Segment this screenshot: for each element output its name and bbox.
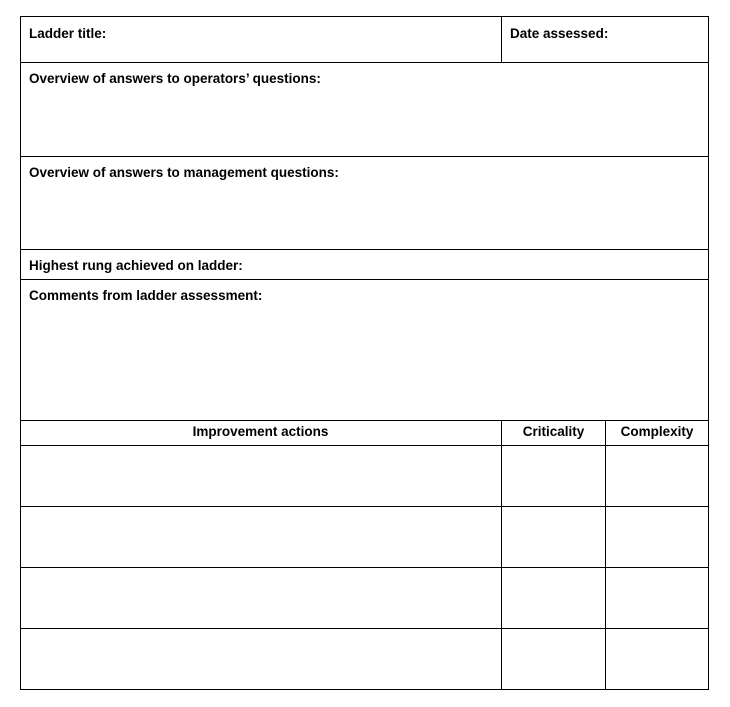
form-right-border	[708, 16, 709, 690]
criticality-cell-row-4[interactable]	[502, 629, 605, 689]
comments-field[interactable]	[21, 308, 708, 420]
complexity-cell-row-4[interactable]	[606, 629, 708, 689]
ladder-title-label: Ladder title:	[29, 26, 107, 41]
action-cell-row-1[interactable]	[21, 446, 501, 506]
divider-operators-section	[20, 156, 709, 157]
criticality-cell-row-3[interactable]	[502, 568, 605, 628]
criticality-cell-row-1[interactable]	[502, 446, 605, 506]
complexity-cell-row-2[interactable]	[606, 507, 708, 567]
comments-label: Comments from ladder assessment:	[29, 288, 263, 303]
operators-overview-field[interactable]	[21, 91, 708, 156]
action-cell-row-2[interactable]	[21, 507, 501, 567]
management-overview-label: Overview of answers to management questions:	[29, 165, 339, 180]
action-cell-row-3[interactable]	[21, 568, 501, 628]
ladder-assessment-form	[20, 16, 709, 690]
date-assessed-field[interactable]	[502, 17, 708, 62]
operators-overview-label: Overview of answers to operators’ questions:	[29, 71, 321, 86]
date-assessed-label: Date assessed:	[510, 26, 609, 41]
column-header-criticality: Criticality	[522, 424, 585, 439]
complexity-cell-row-1[interactable]	[606, 446, 708, 506]
divider-title-row	[20, 62, 709, 63]
complexity-cell-row-3[interactable]	[606, 568, 708, 628]
highest-rung-label: Highest rung achieved on ladder:	[29, 258, 243, 273]
criticality-cell-row-2[interactable]	[502, 507, 605, 567]
highest-rung-field[interactable]	[260, 250, 708, 279]
column-header-complexity: Complexity	[620, 424, 694, 439]
column-header-improvement-actions: Improvement actions	[192, 424, 329, 439]
action-cell-row-4[interactable]	[21, 629, 501, 689]
divider-highest-rung-row	[20, 279, 709, 280]
ladder-title-field[interactable]	[21, 17, 501, 62]
management-overview-field[interactable]	[21, 185, 708, 249]
